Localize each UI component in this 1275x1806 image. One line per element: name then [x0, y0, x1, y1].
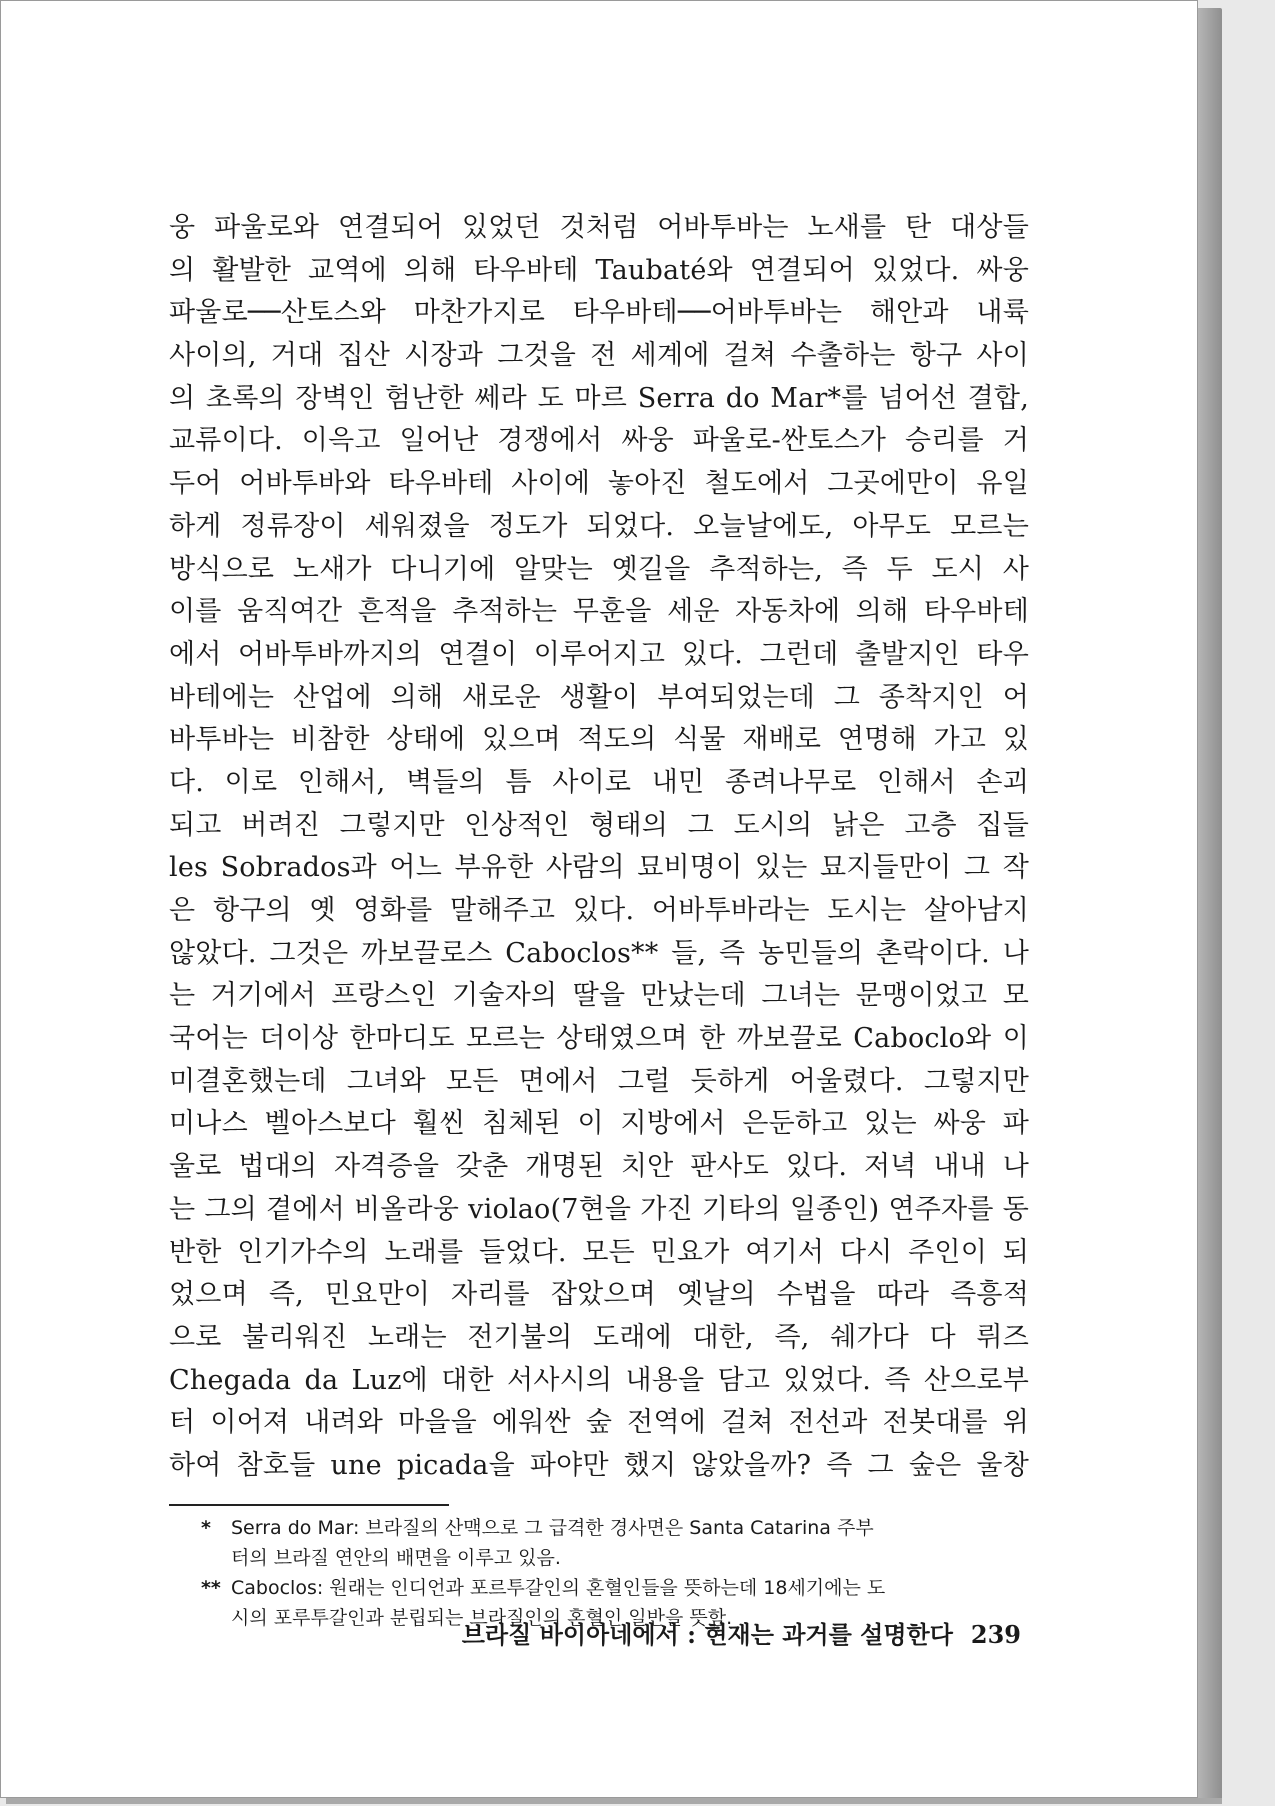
text-line: 의 활발한 교역에 의해 타우바테 Taubaté와 연결되어 있었다. 싸웅: [169, 254, 1029, 286]
page-bottom-shadow: [6, 1798, 1222, 1804]
text-line: 반한 인기가수의 노래를 들었다. 모든 민요가 여기서 다시 주인이 되: [169, 1236, 1029, 1268]
text-line: 국어는 더이상 한마디도 모르는 상태였으며 한 까보끌로 Caboclo와 이: [169, 1023, 1029, 1055]
footnote-text: 터의 브라질 연안의 배면을 이루고 있음.: [231, 1547, 561, 1569]
text-line: 으로 불리워진 노래는 전기불의 도래에 대한, 즉, 쉐가다 다 뤼즈: [169, 1321, 1029, 1353]
footnote-text: Serra do Mar: 브라질의 산맥으로 그 급격한 경사면은 Santa Catarina 주부: [231, 1517, 874, 1539]
text-line: 는 거기에서 프랑스인 기술자의 딸을 만났는데 그녀는 문맹이었고 모: [169, 980, 1029, 1012]
page-edge-shadow: [1198, 8, 1222, 1798]
text-line: 는 그의 곁에서 비올라웅 violao(7현을 가진 기타의 일종인) 연주자를 동: [169, 1193, 1029, 1225]
footnote-divider: [169, 1504, 449, 1506]
footnote-line: [201, 1543, 1021, 1573]
text-line: 터 이어져 내려와 마을을 에워싼 숲 전역에 걸쳐 전선과 전봇대를 위: [169, 1407, 1029, 1439]
text-line: 었으며 즉, 민요만이 자리를 잡았으며 옛날의 수법을 따라 즉흥적: [169, 1279, 1029, 1311]
footnote-text: 시의 포루투갈인과 분립되는 브라질인의 혼혈인 일반을 뜻함.: [231, 1607, 733, 1629]
text-line: 바투바는 비참한 상태에 있으며 적도의 식물 재배로 연명해 가고 있: [169, 724, 1029, 756]
running-footer: [401, 1617, 1021, 1653]
text-line: 방식으로 노새가 다니기에 알맞는 옛길을 추적하는, 즉 두 도시 사: [169, 553, 1029, 585]
text-line: 미나스 벨아스보다 훨씬 침체된 이 지방에서 은둔하고 있는 싸웅 파: [169, 1108, 1029, 1140]
running-title: 브라질 바이아네에서 : 현재는 과거를 설명한다: [461, 1620, 953, 1649]
footnote-line: [201, 1513, 1021, 1543]
text-line: 다. 이로 인해서, 벽들의 틈 사이로 내민 종려나무로 인해서 손괴: [169, 766, 1029, 798]
footnote-text: Caboclos: 원래는 인디언과 포르투갈인의 혼혈인들을 뜻하는데 18세기에는 도: [231, 1577, 886, 1599]
text-line: 에서 어바투바까지의 연결이 이루어지고 있다. 그런데 출발지인 타우: [169, 638, 1029, 670]
text-line: 바테에는 산업에 의해 새로운 생활이 부여되었는데 그 종착지인 어: [169, 681, 1029, 713]
text-line: 의 초록의 장벽인 험난한 쎄라 도 마르 Serra do Mar*를 넘어선 결합,: [169, 382, 1029, 414]
footnotes: [201, 1513, 1021, 1633]
text-line: 파울로──산토스와 마찬가지로 타우바테──어바투바는 해안과 내륙: [169, 297, 1029, 329]
text-line: 하여 참호들 une picada을 파야만 했지 않았을까? 즉 그 숲은 울창: [169, 1449, 1029, 1481]
footnote-mark: **: [201, 1577, 221, 1599]
text-line: Chegada da Luz에 대한 서사시의 내용을 담고 있었다. 즉 산으로부: [169, 1364, 1029, 1396]
text-line: 않았다. 그것은 까보끌로스 Caboclos** 들, 즉 농민들의 촌락이다. 나: [169, 937, 1029, 969]
text-line: 미결혼했는데 그녀와 모든 면에서 그럴 듯하게 어울렸다. 그렇지만: [169, 1065, 1029, 1097]
text-line: 웅 파울로와 연결되어 있었던 것처럼 어바투바는 노새를 탄 대상들: [169, 212, 1029, 243]
text-line: 은 항구의 옛 영화를 말해주고 있다. 어바투바라는 도시는 살아남지: [169, 895, 1029, 926]
text-line: 하게 정류장이 세워졌을 정도가 되었다. 오늘날에도, 아무도 모르는: [169, 510, 1029, 542]
text-line: 사이의, 거대 집산 시장과 그것을 전 세계에 걸쳐 수출하는 항구 사이: [169, 340, 1029, 372]
footnote-mark: *: [201, 1517, 211, 1539]
page-number: 239: [970, 1620, 1021, 1649]
footnote-line: [201, 1573, 1021, 1603]
body-text: [169, 207, 1029, 1488]
text-line: 두어 어바투바와 타우바테 사이에 놓아진 철도에서 그곳에만이 유일: [169, 468, 1029, 500]
page-corner-shadow: [1198, 0, 1222, 8]
text-line: 교류이다. 이윽고 일어난 경쟁에서 싸웅 파울로-싼토스가 승리를 거: [169, 425, 1029, 457]
text-line: 울로 법대의 자격증을 갖춘 개명된 치안 판사도 있다. 저녁 내내 나: [169, 1151, 1029, 1183]
text-line: 이를 움직여간 흔적을 추적하는 무훈을 세운 자동차에 의해 타우바테: [169, 596, 1029, 628]
text-line: les Sobrados과 어느 부유한 사람의 묘비명이 있는 묘지들만이 그 작: [169, 852, 1029, 884]
text-line: 되고 버려진 그렇지만 인상적인 형태의 그 도시의 낡은 고층 집들: [169, 809, 1029, 841]
